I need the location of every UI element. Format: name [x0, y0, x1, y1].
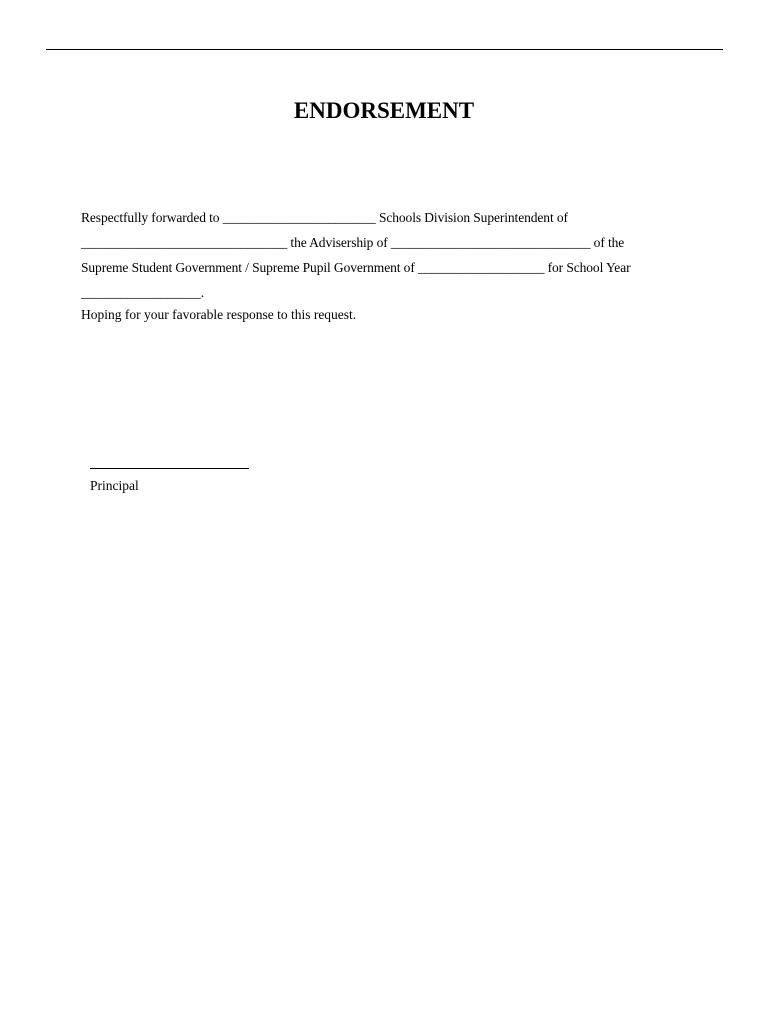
signature-block — [90, 452, 249, 496]
document-title: ENDORSEMENT — [293, 98, 475, 123]
endorsement-paragraph — [81, 205, 681, 305]
paragraph-line: __________________. — [81, 285, 204, 300]
paragraph-line: _______________________________ the Advisership of ______________________________ of the — [81, 235, 625, 250]
signature-line — [90, 452, 249, 469]
header-rule — [46, 49, 723, 50]
signatory-title: Principal — [90, 478, 139, 493]
paragraph-line: Supreme Student Government / Supreme Pupil Government of ___________________ for School Year — [81, 260, 631, 275]
closing-sentence: Hoping for your favorable response to this request. — [81, 307, 357, 322]
paragraph-line: Respectfully forwarded to _______________________ Schools Division Superintendent of — [81, 210, 568, 225]
